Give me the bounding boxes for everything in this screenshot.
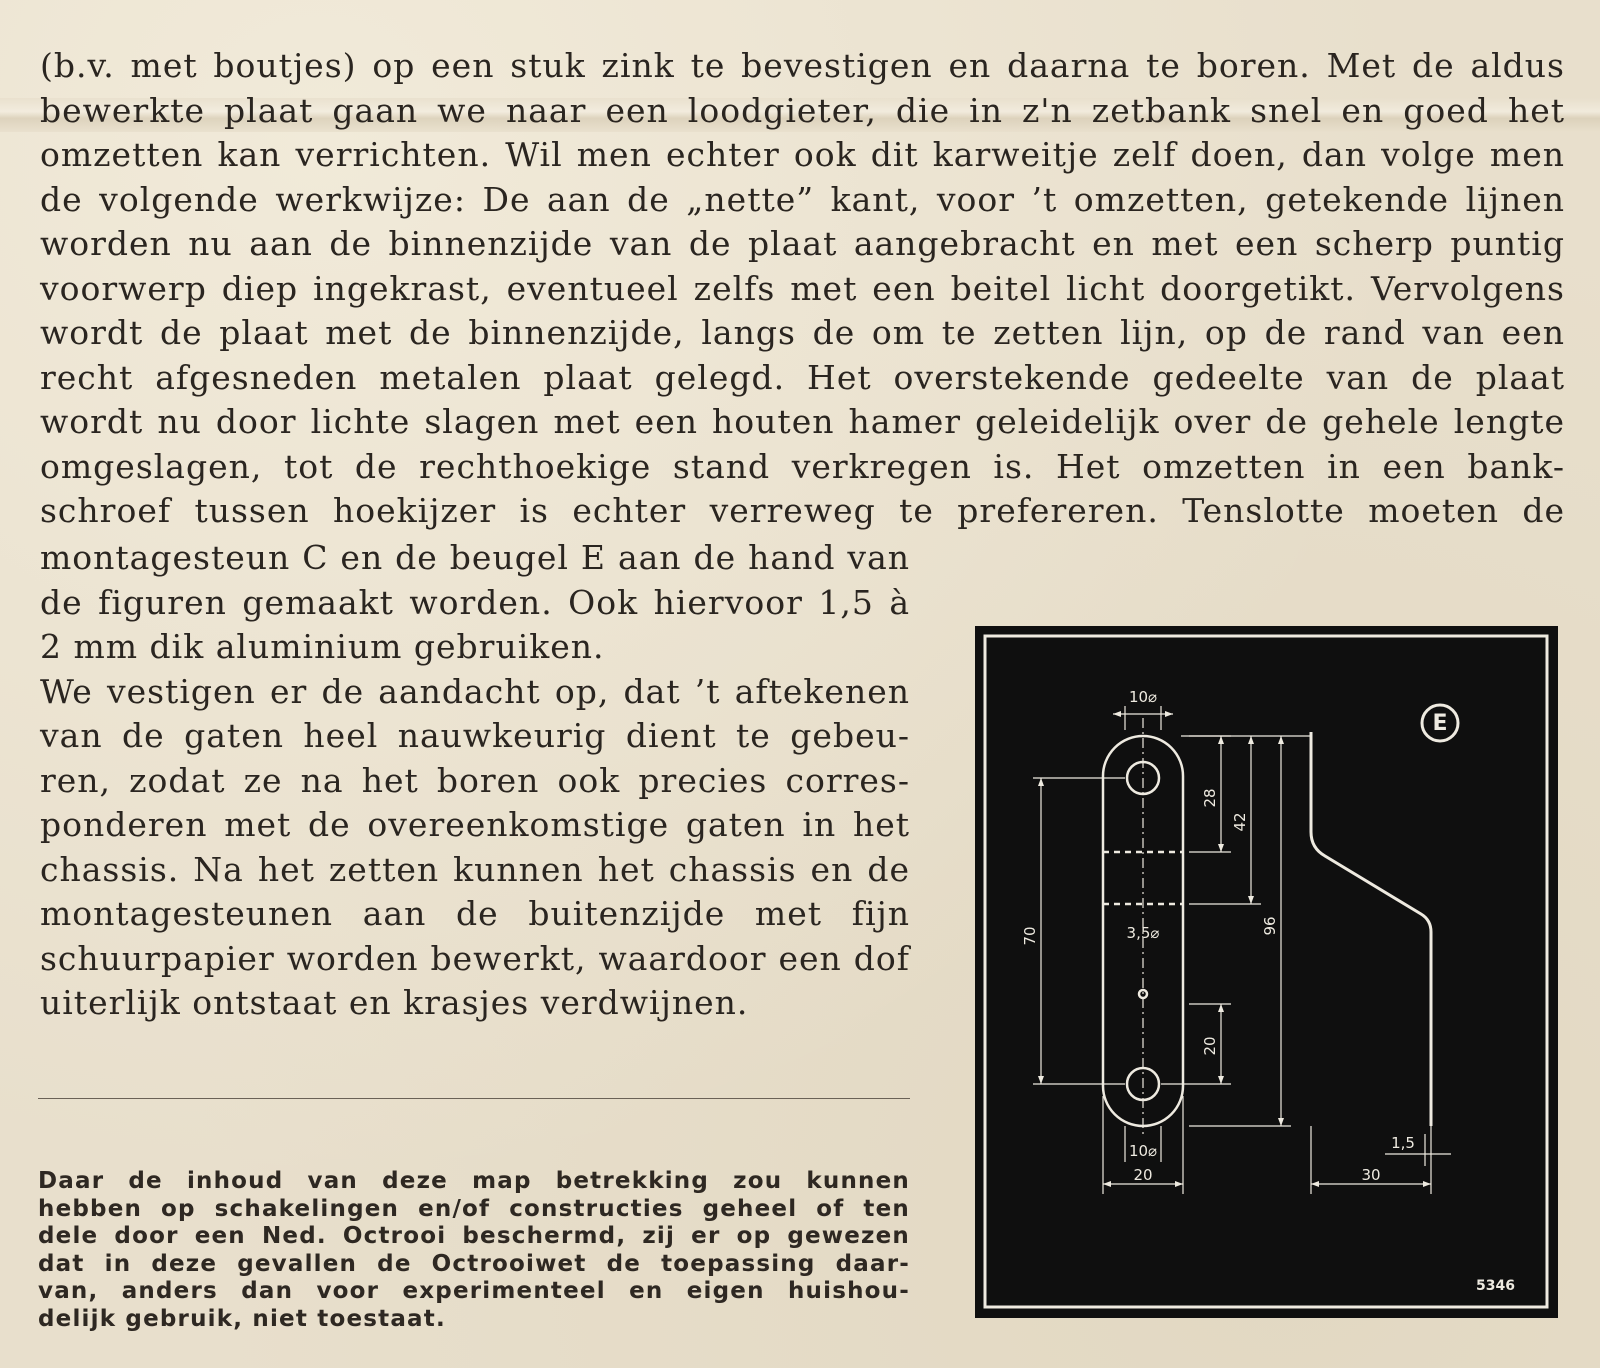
text-line: van de gaten heel nauwkeurig dient te gebeu- [40,716,910,755]
text-line: worden nu aan de binnenzijde van de plaat aangebracht en met een scherp puntig [40,224,1565,263]
footnote-line: van, anders dan voor experimenteel en eigen huishou- [38,1278,910,1305]
text-line: montagesteunen aan de buitenzijde met fijn [40,894,910,933]
text-line: recht afgesneden metalen plaat gelegd. Het overstekende gedeelte van de plaat [40,357,1565,397]
footnote-line: dele door een Ned. Octrooi beschermd, zij er op gewezen [38,1223,910,1250]
text-line: schroef tussen hoekijzer is echter verreweg te prefereren. Tenslotte moeten de [40,491,1565,530]
patent-footnote [38,1168,910,1334]
footnote-line: Daar de inhoud van deze map betrekking zou kunnen [38,1168,910,1194]
footnote-line: delijk gebruik, niet toestaat. [38,1305,446,1332]
dim-bottom-hole: 10⌀ [1128,1142,1158,1160]
dim-20-width: 20 [1133,1166,1153,1184]
text-line: (b.v. met boutjes) op een stuk zink te bevestigen en daarna te boren. Met de aldus [40,46,1565,85]
dim-70: 70 [1021,926,1039,946]
technical-drawing-bracket-e [975,626,1558,1318]
text-line: 2 mm dik aluminium gebruiken. [40,627,605,666]
side-profile [1311,732,1431,1126]
text-line: wordt de plaat met de binnenzijde, langs de om te zetten lijn, op de rand van een [40,313,1565,352]
dim-20-vertical: 20 [1201,1036,1219,1056]
text-line: voorwerp diep ingekrast, eventueel zelfs met een beitel licht doorgetikt. Vervolgens [40,268,1565,308]
text-line: montagesteun C en de beugel E aan de hand van [40,538,910,577]
top-paragraph [40,44,1565,534]
badge-letter: E [1432,711,1448,736]
text-line: schuurpapier worden bewerkt, waardoor een dof [40,938,910,978]
text-line: de volgende werkwijze: De aan de „nette” kant, voor ’t omzetten, getekende lijnen [40,179,1565,219]
text-line: ponderen met de overeenkomstige gaten in het [40,805,910,844]
text-line: omgeslagen, tot de rechthoekige stand verkregen is. Het omzetten in een bank- [40,446,1565,486]
dim-28: 28 [1201,788,1219,808]
figure-number: 5346 [1476,1278,1515,1294]
text-line: wordt nu door lichte slagen met een houten hamer geleidelijk over de gehele lengte [40,402,1565,441]
left-paragraph [40,536,910,1026]
footnote-line: hebben op schakelingen en/of constructies geheel of ten [38,1195,910,1222]
text-line: de figuren gemaakt worden. Ook hiervoor 1,5 à [40,582,910,622]
text-line: chassis. Na het zetten kunnen het chassis en de [40,849,910,889]
text-line: We vestigen er de aandacht op, dat ’t aftekenen [40,671,910,711]
dim-small-hole: 3,5⌀ [1126,924,1160,942]
text-line: omzetten kan verrichten. Wil men echter ook dit karweitje zelf doen, dan volge men [40,135,1565,174]
text-line: uiterlijk ontstaat en krasjes verdwijnen. [40,983,749,1022]
text-line: ren, zodat ze na het boren ook precies corres- [40,760,910,800]
dim-1-5: 1,5 [1391,1134,1415,1152]
section-divider [38,1098,910,1099]
drawing-frame [985,636,1547,1307]
drawing-svg [975,626,1558,1318]
dim-30: 30 [1361,1166,1381,1184]
footnote-line: dat in deze gevallen de Octrooiwet de toepassing daar- [38,1250,910,1277]
dim-top-hole: 10⌀ [1128,688,1158,706]
text-line: bewerkte plaat gaan we naar een loodgieter, die in z'n zetbank snel en goed het [40,90,1565,130]
dim-42: 42 [1231,812,1249,832]
dim-96: 96 [1261,916,1279,936]
